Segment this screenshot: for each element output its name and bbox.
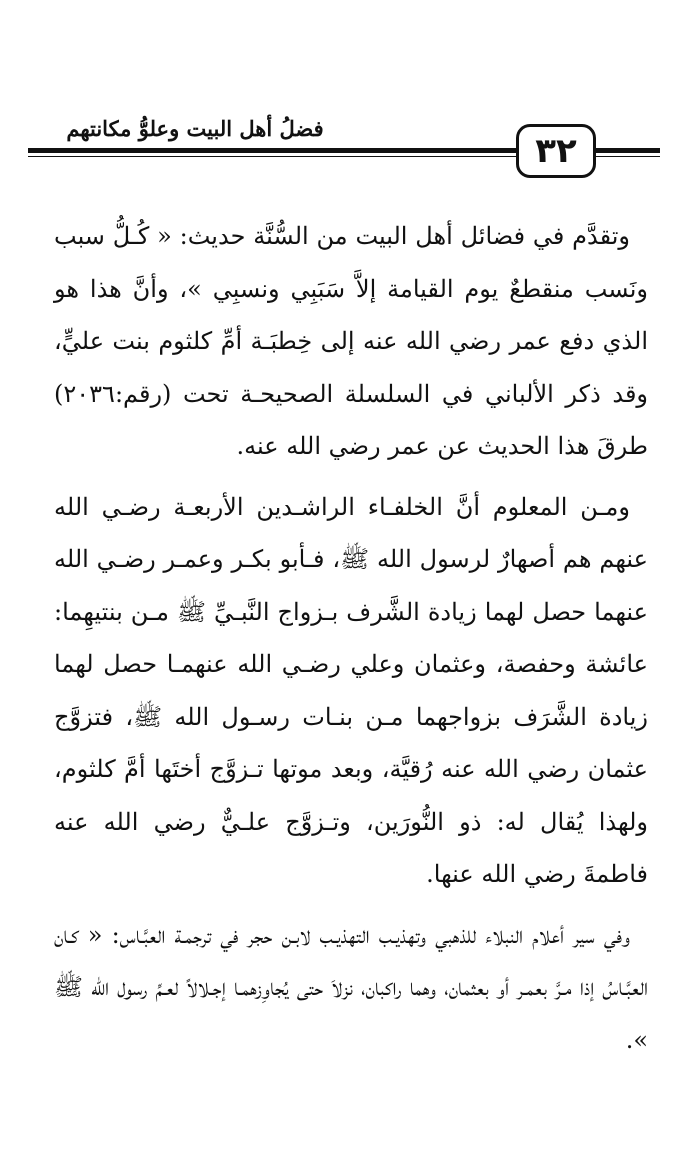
paragraph-1-text: وتقدَّم في فضائل أهل البيت من السُّنَّة حديث: « كُـلُّ سبب ونَسب منقطعٌ يوم القيامة إلاَّ سَبَبِي ونسبِي »، وأنَّ هذا هو الذي دفع عمر رضي الله عنه إلى خِطبَـة أمِّ كلثوم بنت عليٍّ، وقد ذكر الألباني في السلسلة الصحيحـة تحت (رقم:٢٠٣٦) طرقَ هذا الحديث عن عمر رضي الله عنه. (54, 222, 648, 460)
paragraph-2-text: ومـن المعلوم أنَّ الخلفـاء الراشـدين الأربعـة رضـي الله عنهم هم أصهارٌ لرسول الله ﷺ، فـأبو بكـر وعمـر رضـي الله عنهما حصل لهما زيادة الشَّرف بـزواج النَّبـيِّ ﷺ مـن بنتيهِما: عائشة وحفصة، وعثمان وعلي رضـي الله عنهمـا حصل لهما زيادة الشَّرَف بزواجهما مـن بنـات رسـول الله ﷺ، فتزوَّج عثمان رضي الله عنه رُقيَّة، وبعد موتها تـزوَّج أختَها أمَّ كلثوم، ولهذا يُقال له: ذو النُّورَين، وتـزوَّج علـيٌّ رضي الله عنه فاطمةَ رضي الله عنها. (54, 492, 648, 888)
paragraph-1 (54, 210, 648, 473)
page-number-frame (516, 124, 596, 178)
paragraph-2 (54, 481, 648, 901)
page-header (28, 110, 660, 182)
paragraph-3 (54, 909, 648, 1067)
paragraph-3-text: وفي سير أعلام النبلاء للذهبي وتهذيـب التهذيـب لابـن حجر في ترجمـة العبَّـاس: « كـان العبَّـاسُ إذا مـرَّ بعمـر أو بعثمان، وهما راكبان، نزلاَ حتى يُجاوِزهمـا إجـلالاً لعـمِّ رسول الله ﷺ ». (54, 920, 649, 1054)
page-number: ٣٢ (535, 131, 577, 171)
page-body (54, 210, 648, 1066)
running-title: فضلُ أهل البيت وعلوُّ مكانتهم (66, 116, 324, 141)
